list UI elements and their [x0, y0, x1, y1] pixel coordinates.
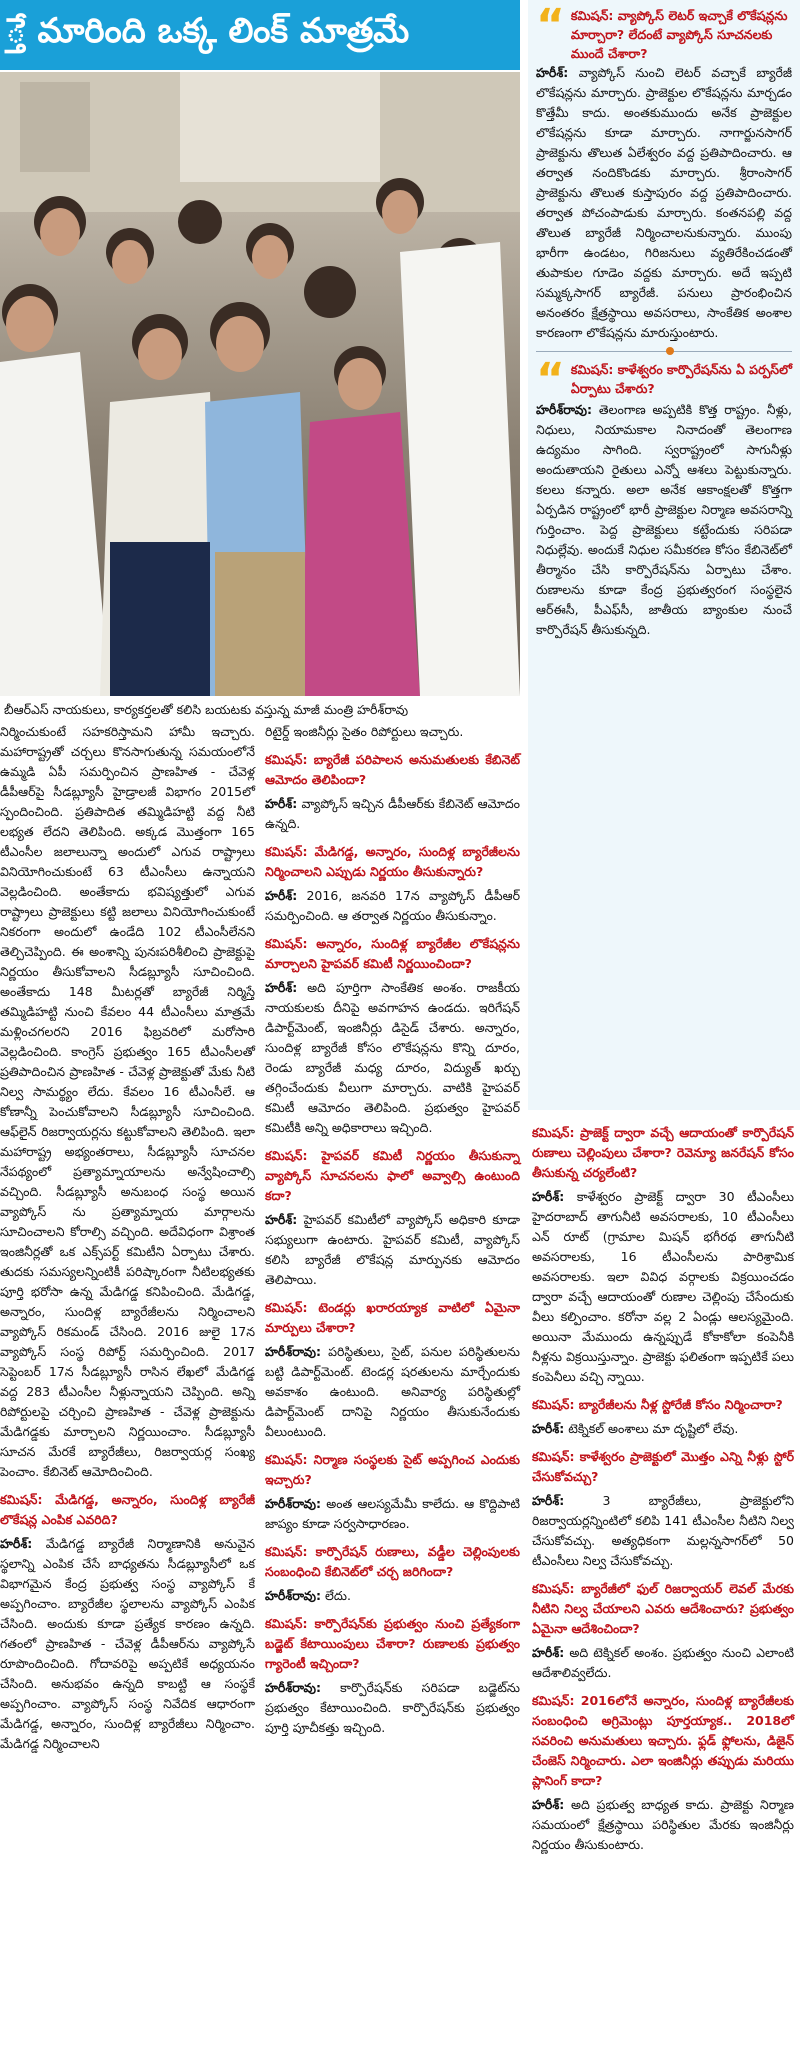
- quote-mark-icon: “: [536, 0, 565, 51]
- answer: [265, 1494, 520, 1534]
- answer-label: హరీశ్‌రావు:: [265, 1680, 321, 1695]
- answer-label: హరీశ్:: [532, 1421, 565, 1436]
- answer-label: హరీశ్:: [265, 888, 298, 903]
- question: కమిషన్: హైపవర్ కమిటీ నిర్ణయం తీసుకున్నా వ్యాప్కోస్ సూచనలను ఫాలో అవ్వాల్సి ఉంటుంది కదా?: [265, 1148, 520, 1203]
- answer-text: లేదు.: [324, 1588, 351, 1603]
- answer: [532, 1491, 794, 1571]
- answer-text: వ్యాప్కోస్ నుంచి లెటర్ వచ్చాకే బ్యారేజీ లొకేషన్లను మార్చారు. ప్రాజెక్టుల లొకేషన్లను మార్చడం కొత్తేమీ కాదు. అంతకుముందు అనేక ప్రాజెక్టుల లొకేషన్లను కూడా మార్చారు. నాగార్జునసాగర్ ప్రాజెక్టును తొలుత ఏలేశ్వరం వద్ద ప్రతిపాదించారు. ఆ తర్వాత నందికొండకు మార్చారు. శ్రీరాంసాగర్ ప్రాజెక్టును తొలుత కుస్తాపురం వద్ద ప్రతిపాదించారు. తర్వాత పోచంపాడుకు మార్చారు. కంతనపల్లి వద్ద తొలుత బ్యారేజీ నిర్మించాలనుకున్నారు. ముంపు భారీగా ఉండటం, గిరిజనులు వ్యతిరేకించడంతో తుపాకుల గూడెం వద్దకు మార్చారు. అదే ఇప్పటి సమ్మక్కసాగర్ బ్యారేజీ. పనులు ప్రారంభించిన అనంతరం క్షేత్రస్థాయి అవసరాలు, సాంకేతిక అంశాల కారణంగా లొకేషన్లను మారుస్తుంటారు.: [536, 65, 792, 340]
- answer: [265, 1586, 520, 1606]
- quote-mark-icon: “: [536, 354, 565, 405]
- sidebar-question: [536, 354, 792, 405]
- question: కమిషన్: బ్యారేజీలో ఫుల్ రిజర్వాయర్ లెవల్ మేరకు నీటిని నిల్వ చేయాలని ఎవరు ఆదేశించారు? ప్రభుత్వం ఏమైనా ఆదేశించిందా?: [532, 1581, 794, 1636]
- answer-text: హైపవర్ కమిటీలో వ్యాప్కోస్ అధికారి కూడా సభ్యులుగా ఉంటారు. హైపవర్ కమిటీ, వ్యాప్కోస్ కలిసి బ్యారేజీ లొకేషన్ల మార్పునకు ఆమోదం తెలిపాయి.: [265, 1212, 520, 1287]
- sidebar-box: [528, 0, 800, 1110]
- question: కమిషన్: 2016లోనే అన్నారం, సుందిళ్ల బ్యారేజీలకు సంబంధించి అగ్రిమెంట్లు పూర్తయ్యాక.. 2018లో సవరించి అనుమతులు ఇచ్చారు. ఫ్లడ్ ఫ్లోలను, డిజైన్ చేంజెస్ నిర్మించారు. ఎలా ఇంజినీర్లు తప్పుడు మరియు ప్లానింగ్ కాదా?: [532, 1693, 794, 1788]
- question: కమిషన్: కార్పొరేషన్‌కు ప్రభుత్వం నుంచి ప్రత్యేకంగా బడ్జెట్ కేటాయింపులు చేశారా? రుణాలకు ప్రభుత్వం గ్యారెంటీ ఇచ్చిందా?: [265, 1616, 520, 1671]
- question: కమిషన్: ప్రాజెక్ట్ ద్వారా వచ్చే ఆదాయంతో కార్పొరేషన్ రుణాలు చెల్లింపులు చేశారా? రెవెన్యూ జనరేషన్ కోసం తీసుకున్న చర్యలేంటి?: [532, 1125, 794, 1180]
- question: కమిషన్: బ్యారేజీలను నీళ్ల స్టోరేజీ కోసం నిర్మించారా?: [532, 1397, 783, 1412]
- photo-caption: బీఆర్ఎస్ నాయకులు, కార్యకర్తలతో కలిసి బయటకు వస్తున్న మాజీ మంత్రి హరీశ్‌రావు: [4, 702, 409, 717]
- crowd-photo-illustration: [0, 72, 520, 696]
- answer: [536, 63, 792, 343]
- answer-text: అది ప్రభుత్వ బాధ్యత కాదు. ప్రాజెక్టు నిర్మాణ సమయంలో క్షేత్రస్థాయి పరిస్థితుల మేరకు ఇంజినీర్లు నిర్ణయం తీసుకుంటారు.: [532, 1797, 794, 1852]
- answer-label: హరీశ్:: [0, 1536, 33, 1551]
- answer: [265, 886, 520, 926]
- question: కమిషన్: వ్యాప్కోస్ లెటర్ ఇచ్చాకే లొకేషన్లను మార్చారా? లేదంటే వ్యాప్కోస్ సూచనలకు ముందే చేశారా?: [570, 8, 788, 61]
- question: కమిషన్: కాళేశ్వరం కార్పొరేషన్‌ను ఏ పర్పస్‌లో ఏర్పాటు చేశారు?: [570, 362, 792, 396]
- headline-banner: [0, 0, 520, 70]
- answer-label: హరీశ్:: [536, 65, 569, 80]
- answer-text: తెలంగాణ అప్పటికి కొత్త రాష్ట్రం. నీళ్లు, నిధులు, నియామకాల నినాదంతో తెలంగాణ ఉద్యమం సాగింది. స్వరాష్ట్రంలో సాగునీళ్లు అందుతాయని రైతులు ఎన్నో ఆశలు పెట్టుకున్నారు. కలలు కన్నారు. అలా అనేక ఆకాంక్షలతో కొత్తగా ఏర్పడిన రాష్ట్రంలో భారీ ప్రాజెక్టుల నిర్మాణ అవసరాన్ని గుర్తించాం. పెద్ద ప్రాజెక్టులు కట్టేందుకు సరిపడా నిధుల్లేవు. అందుకే నిధుల సమీకరణ కోసం కేబినెట్‌లో తీర్మానం చేసి కార్పొరేషన్‌ను ఏర్పాటు చేశాం. రుణాలను కూడా కేంద్ర ప్రభుత్వరంగ సంస్థలైన ఆర్‌ఈసీ, పీఎఫ్‌సీ, జాతీయ బ్యాంకుల నుంచే కార్పొరేషన్ తీసుకున్నది.: [536, 402, 792, 637]
- answer-text: అంత ఆలస్యమేమీ కాలేదు. ఆ కొద్దిపాటి జాప్యం కూడా సర్వసాధారణం.: [265, 1496, 520, 1531]
- question: కమిషన్: మేడిగడ్డ, అన్నారం, సుందిళ్ల బ్యారేజీ లొకేషన్ల ఎంపిక ఎవరిది?: [0, 1492, 255, 1527]
- question: కమిషన్: కార్పొరేషన్ రుణాలు, వడ్డీల చెల్లింపులకు సంబంధించి కేబినెట్‌లో చర్చ జరిగిందా?: [265, 1544, 520, 1579]
- answer-label: హరీశ్‌రావు:: [265, 1588, 321, 1603]
- answer-text: పరిస్థితులు, సైట్, పనుల పరిస్థితులను బట్టి డిపార్ట్‌మెంట్. టెండర్ల షరతులను మార్చేందుకు అవకాశం ఉంటుంది. అనివార్య పరిస్థితుల్లో డిపార్ట్‌మెంట్ దానిపై నిర్ణయం తీసుకునేందుకు వీలుంటుంది.: [265, 1344, 520, 1439]
- divider: [536, 351, 792, 352]
- answer-label: హరీశ్:: [532, 1645, 565, 1660]
- sidebar-content: [528, 0, 800, 646]
- answer-text: వ్యాప్కోస్ ఇచ్చిన డీపీఆర్‌కు కేబినెట్ ఆమోదం ఉన్నది.: [265, 796, 520, 831]
- paragraph: నిర్మించుకుంటే సహకరిస్తామని హామీ ఇచ్చారు. మహారాష్ట్రతో చర్చలు కొనసాగుతున్న సమయంలోనే ఉమ్మడి ఏపీ సమర్పించిన ప్రాణహిత - చేవెళ్ల డీపీఆర్‌పై సీడబ్ల్యూసీ హైడ్రాలజీ విభాగం 2015లో స్పందించింది. ప్రతిపాదిత తమ్మిడిహట్టి వద్ద నీటి లభ్యత లేదని తెలిపింది. అక్కడ మొత్తంగా 165 టీఎంసీల జలాలున్నా అందులో ఎగువ రాష్ట్రాలు వినియోగించుకుంటే 63 టీఎంసీలు ఉన్నాయని వెల్లడించింది. అంతేకాదు భవిష్యత్తులో ఎగువ రాష్ట్రాలు ప్రాజెక్టులు కట్టి జలాలు వినియోగించుకుంటే నికరంగా అందులో ఉండేది 102 టీఎంసీలేనని తెల్చిచెప్పింది. ఈ అంశాన్ని పునఃపరిశీలించి ప్రాజెక్టుపై నిర్ణయం తీసుకోవాలని సీడబ్ల్యూసీ సూచించింది. అంతేకాదు 148 మీటర్లతో బ్యారేజీ నిర్మిస్తే తమ్మిడిహట్టి నుంచి కేవలం 44 టీఎంసీలు మాత్రమే మళ్లించగలరని 2016 ఫిబ్రవరిలో మరోసారి వెల్లడించింది. కాంగ్రెస్ ప్రభుత్వం 165 టీఎంసీలతో ప్రతిపాదించిన ప్రాణహిత - చేవెళ్ల ప్రాజెక్టుతో మేకు నీటి నిల్వ సామర్థ్యం లేదు. కేవలం 16 టీఎంసీలే. ఆ కోణాన్నీ పెంచుకోవాలని సీడబ్ల్యూసీ సూచించింది. ఆఫ్‌లైన్ రిజర్వాయర్లను కట్టుకోవాలని తెలిపింది. ఇలా మహారాష్ట్ర అభ్యంతరాలు, సీడబ్ల్యూసీ సూచనల నేపథ్యంలో ప్రత్యామ్నాయాలను అన్వేషించాల్సి వచ్చింది. సీడబ్ల్యూసీ అనుబంధ సంస్థ అయిన వ్యాప్కోస్ ను ప్రత్యామ్నాయ మార్గాలను సూచించాలని కోరాల్సి వచ్చింది. అదేవిధంగా విశ్రాంత ఇంజినీర్లతో ఒక ఎక్స్‌పర్ట్ కమిటీని ఏర్పాటు చేశారు. తుదకు సమస్యలన్నింటికీ పరిష్కారంగా నీటిలభ్యతకు పూర్తి భరోసా ఉన్న మేడిగడ్డ కనిపించింది. మేడిగడ్డ, అన్నారం, సుందిళ్ల బ్యారేజీలను నిర్మించాలని వ్యాప్కోస్ రికమండ్ చేసింది. 2016 జులై 17న వ్యాప్కోస్ సంస్థ రిపోర్ట్ సమర్పించింది. 2017 సెప్టెంబర్ 17న సీడబ్ల్యూసీ రాసిన లేఖలో మేడిగడ్డ వద్ద 283 టీఎంసీల నీళ్లున్నాయని చెప్పింది. అన్ని రిపోర్టులపై చర్చించి ప్రాణహిత - చేవెళ్ల ప్రాజెక్టును మేడిగడ్డకు మార్చాలని నిర్ణయించాం. సీడబ్ల్యూసీ సూచన మేరకే బ్యారేజీలు, రిజర్వాయర్ల సంఖ్య పెంచాం. కేబినెట్ ఆమోదించింది.: [0, 724, 255, 1479]
- column-3: [532, 1115, 794, 1861]
- answer-label: హరీశ్:: [265, 796, 298, 811]
- answer: [532, 1187, 794, 1387]
- answer: [265, 978, 520, 1138]
- answer-label: హరీశ్:: [532, 1493, 565, 1508]
- answer: [265, 1210, 520, 1290]
- question: కమిషన్: నిర్మాణ సంస్థలకు సైట్ అప్పగించ ఎందుకు ఇచ్చారు?: [265, 1452, 520, 1487]
- divider-dot-icon: [666, 347, 674, 355]
- question: కమిషన్: బ్యారేజీ పరిపాలన అనుమతులకు కేబినెట్ ఆమోదం తెలిపిందా?: [265, 752, 520, 787]
- answer: [265, 1342, 520, 1442]
- answer-label: హరీశ్:: [532, 1797, 565, 1812]
- answer-label: హరీశ్:: [532, 1189, 565, 1204]
- answer-text: 3 బ్యారేజీలు, ప్రాజెక్టులోని రిజర్వాయర్లన్నింటిలో కలిపి 141 టీఎంసీల నీటిని నిల్వ చేసుకోవచ్చు. అత్యధికంగా మల్లన్నసాగర్‌లో 50 టీఎంసీలు నిల్వ చేసుకోవచ్చు.: [532, 1493, 794, 1568]
- answer-label: హరీశ్‌రావు:: [536, 402, 592, 417]
- answer-label: హరీశ్‌రావు:: [265, 1344, 321, 1359]
- headline: ్తే మారింది ఒక్క లింక్ మాత్రమే: [6, 11, 410, 51]
- answer: [532, 1795, 794, 1855]
- news-photo: [0, 72, 520, 696]
- answer-text: అది పూర్తిగా సాంకేతిక అంశం. రాజకీయ నాయకులకు దీనిపై అవగాహన ఉండదు. ఇరిగేషన్ డిపార్ట్‌మెంట్, ఇంజినీర్లు డిసైడ్ చేశారు. అన్నారం, సుందిళ్ల బ్యారేజీ కోసం లొకేషన్లను కొన్ని దూరం, రెండు బ్యారేజీ మధ్య దూరం, విద్యుత్ ఖర్చు తగ్గించేందుకు వీలుగా మార్చారు. వాటికి హైపవర్ కమిటీ ఆమోదం తెలిపింది. ప్రభుత్వం హైపవర్ కమిటీకి అన్ని అధికారాలు ఇచ్చింది.: [265, 980, 520, 1135]
- question: కమిషన్: అన్నారం, సుందిళ్ల బ్యారేజీల లొకేషన్లను మార్చాలని హైపవర్ కమిటీ నిర్ణయించిందా?: [265, 936, 520, 971]
- answer: [265, 794, 520, 834]
- answer: [536, 400, 792, 640]
- question: కమిషన్: మేడిగడ్డ, అన్నారం, సుందిళ్ల బ్యారేజీలను నిర్మించాలని ఎప్పుడు నిర్ణయం తీసుకున్నారు?: [265, 844, 520, 879]
- answer-label: హరీశ్‌రావు:: [265, 1496, 321, 1511]
- answer-text: అది టెక్నికల్ అంశం. ప్రభుత్వం నుంచి ఎలాంటి ఆదేశాలివ్వలేదు.: [532, 1645, 794, 1680]
- answer-label: హరీశ్:: [265, 1212, 298, 1227]
- sidebar-question: [536, 0, 792, 63]
- answer-text: 2016, జనవరి 17న వ్యాప్కోస్ డీపీఆర్ సమర్పించింది. ఆ తర్వాత నిర్ణయం తీసుకున్నాం.: [265, 888, 520, 923]
- answer: [532, 1419, 794, 1439]
- answer-text: టెక్నికల్ అంశాలు మా దృష్టిలో లేవు.: [568, 1421, 739, 1436]
- answer: [532, 1643, 794, 1683]
- answer: [0, 1534, 255, 1754]
- answer-label: హరీశ్:: [265, 980, 298, 995]
- answer-text: కాళేశ్వరం ప్రాజెక్ట్ ద్వారా 30 టీఎంసీలు హైదరాబాద్ తాగునీటి అవసరాలకు, 10 టీఎంసీలు ఎన్ రూట్ (గ్రామాల మిషన్ భగీరథ తాగునీటి అవసరాలకు, 16 టీఎంసీలను పారిశ్రామిక అవసరాలకు. ఇలా వివిధ వర్గాలకు విక్రయించడం ద్వారా వచ్చే ఆదాయంతో రుణాల చెల్లింపు చేసేందుకు వీలు కల్పించాం. కరోనా వల్ల 2 ఏండ్లు ఆలస్యమైంది. అయినా మేముందు ఉన్నప్పుడే కోకాకోలా కంపెనీకి నీళ్లను విక్రయిస్తున్నాం. ప్రాజెక్టు ఫలితంగా ఇప్పటికే పలు కంపెనీలు వచ్చి న్నాయి.: [532, 1189, 794, 1384]
- question: కమిషన్: టెండర్లు ఖరారయ్యాక వాటిలో ఏమైనా మార్పులు చేశారా?: [265, 1300, 520, 1335]
- answer: [265, 1678, 520, 1738]
- question: కమిషన్: కాళేశ్వరం ప్రాజెక్టులో మొత్తం ఎన్ని నీళ్లు స్టోర్ చేసుకోవచ్చు?: [532, 1449, 794, 1484]
- column-2: [265, 722, 520, 1744]
- column-1: [0, 722, 255, 1760]
- paragraph: రిటైర్డ్ ఇంజినీర్లు సైతం రిపోర్టులు ఇచ్చారు.: [265, 724, 464, 739]
- answer-text: కార్పొరేషన్‌కు సరిపడా బడ్జెట్‌ను ప్రభుత్వం కేటాయించింది. కార్పొరేషన్‌కు ప్రభుత్వం పూర్తి పూచీకత్తు ఇచ్చింది.: [265, 1680, 520, 1735]
- answer-text: మేడిగడ్డ బ్యారేజీ నిర్మాణానికి అనువైన స్థలాన్ని ఎంపిక చేసే బాధ్యతను సీడబ్ల్యూసీలో ఒక విభాగమైన కేంద్ర ప్రభుత్వ సంస్థ వ్యాప్కోస్ కే అప్పగించాం. బ్యారేజీల స్థలాలను వ్యాప్కోస్ ఎంపిక చేసింది. అందుకు కూడా ప్రత్యేక కారణం ఉన్నది. గతంలో ప్రాణహిత - చేవెళ్ల డీపీఆర్‌ను వ్యాప్కోసే రూపొందించింది. గోదావరిపై అప్పటికే అధ్యయనం చేసింది. అనుభవం ఉన్నది కాబట్టి ఆ సంస్థకే అప్పగించాం. వ్యాప్కోస్ సంస్థ నివేదిక ఆధారంగా మేడిగడ్డ, అన్నారం, సుందిళ్ల బ్యారేజీలు నిర్మించాం. మేడిగడ్డ నిర్మించాలని: [0, 1536, 255, 1751]
